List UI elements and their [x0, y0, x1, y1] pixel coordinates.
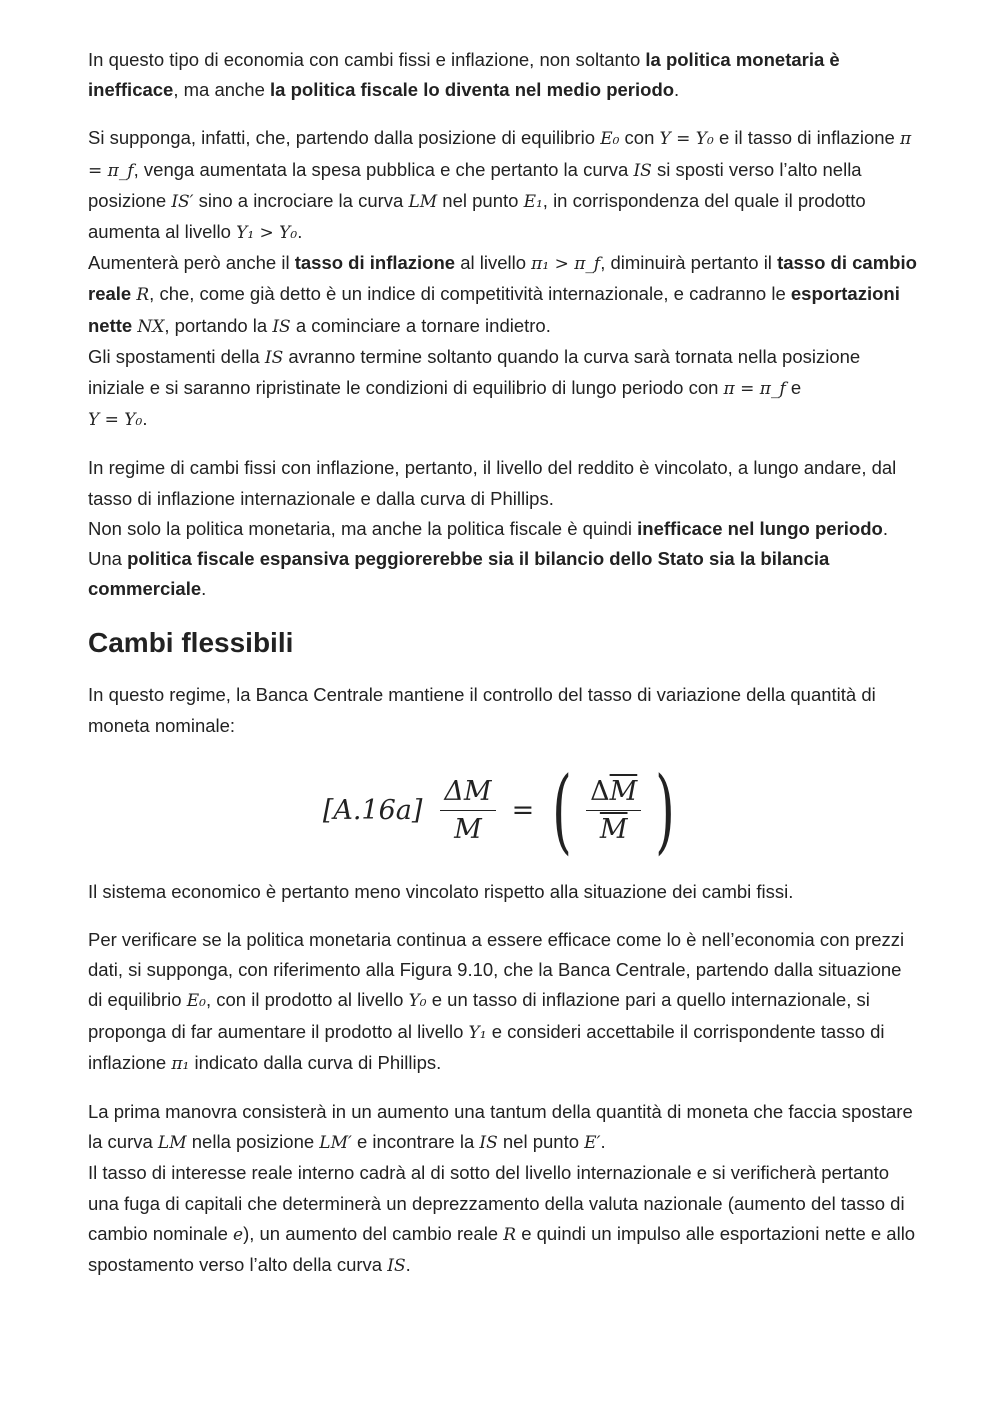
fraction-lhs [440, 776, 495, 845]
math-inline: Y = Y₀ [659, 129, 714, 150]
bold-text: la politica fiscale lo diventa nel medio periodo [270, 79, 675, 101]
fraction-rhs [586, 776, 641, 845]
math-inline: Y₁ [468, 1022, 487, 1043]
math-inline: π = π_f [88, 129, 912, 181]
bold-text: la politica monetaria è inefficace [88, 49, 840, 101]
math-inline: π = π_f [723, 379, 786, 400]
math-inline: IS [633, 160, 652, 181]
math-inline: Y = Y₀ [88, 410, 143, 431]
math-inline: E₀ [600, 129, 620, 150]
paragraph-first-maneuver: La prima manovra consisterà in un aumento una tantum della quantità di moneta che faccia spostare la curva LM nella posizione LM′ e incontrare la IS nel punto E′. Il tasso di interesse reale interno cadrà al di sotto del livello internazionale e si verificherà pertanto una fuga di capitali che determinerà un deprezzamento della valuta nazionale (aumento del tasso di cambio nominale e), un aumento del cambio reale R e quindi un impulso alle esportazioni nette e allo spostamento verso l’alto della curva IS. [88, 1101, 916, 1277]
equals-sign: = [511, 795, 535, 827]
fraction-denominator: M [599, 814, 628, 846]
bold-text: inefficace nel lungo periodo [637, 517, 883, 539]
paragraph-monetary-policy-check: Per verificare se la politica monetaria continua a essere efficace come lo è nell’economia con prezzi dati, si supponga, con riferimento alla Figura 9.10, che la Banca Centrale, partendo dalla situazione di equilibrio E₀, con il prodotto al livello Y₀ e un tasso di inflazione pari a quello internazionale, si proponga di far aumentare il prodotto al livello Y₁ e consideri accettabile il corrispondente tasso di inflazione π₁ indicato dalla curva di Phillips. [88, 929, 905, 1074]
math-inline: π₁ > π_f [531, 254, 601, 275]
left-paren: ( [552, 756, 573, 864]
section-heading: Cambi flessibili [88, 627, 294, 659]
math-inline: IS [387, 1256, 406, 1277]
math-inline: e [233, 1224, 244, 1245]
right-paren: ) [655, 756, 676, 864]
math-inline: LM [157, 1133, 187, 1154]
math-inline: IS [272, 316, 291, 337]
bold-text: tasso di inflazione [294, 252, 456, 274]
bold-text: tasso di cambio reale [88, 252, 917, 305]
math-inline: R [136, 285, 150, 306]
math-inline: E₁ [523, 191, 543, 212]
math-inline: LM [408, 191, 438, 212]
math-inline: π₁ [171, 1053, 190, 1074]
paragraph-public-spending: Si supponga, infatti, che, partendo dalla posizione di equilibrio E₀ con Y = Y₀ e il tasso di inflazione π = π_f, venga aumentata la spesa pubblica e che pertanto la curva IS si sposti verso l’alto nella posizione IS′ sino a incrociare la curva LM nel punto E₁, in corrispondenza del quale il prodotto aumenta al livello Y₁ > Y₀. Aumenterà però anche il tasso di inflazione al livello π₁ > π_f, diminuirà pertanto il tasso di cambio reale R, che, come già detto è un indice di competitività internazionale, e cadranno le esportazioni nette NX, portando la IS a cominciare a tornare indietro. Gli spostamenti della IS avranno termine soltanto quando la curva sarà tornata nella posizione iniziale e si saranno ripristinate le condizioni di equilibrio di lungo periodo con π = π_f e Y = Y₀. [88, 127, 917, 431]
paragraph-fixed-exchange-inflation: In questo tipo di economia con cambi fissi e inflazione, non soltanto la politica monetaria è inefficace, ma anche la politica fiscale lo diventa nel medio periodo. [88, 49, 840, 101]
fraction-denominator: M [454, 814, 482, 846]
math-inline: IS [264, 347, 284, 368]
math-inline: E₀ [186, 991, 206, 1012]
paragraph-less-constrained: Il sistema economico è pertanto meno vincolato rispetto alla situazione dei cambi fissi. [88, 880, 794, 902]
fraction-numerator: ΔM [440, 776, 495, 811]
fraction-numerator: $\Delta\overline{M}$ [586, 776, 641, 811]
math-inline: R [503, 1224, 517, 1245]
math-inline: LM′ [319, 1133, 352, 1154]
math-inline: E′ [584, 1133, 601, 1154]
equation-a16a [88, 756, 918, 864]
bold-text: politica fiscale espansiva peggiorerebbe sia il bilancio dello Stato sia la bilancia commerciale [88, 548, 830, 600]
paragraph-conclusion-fixed: In regime di cambi fissi con inflazione, pertanto, il livello del reddito è vincolato, a lungo andare, dal tasso di inflazione internazionale e dalla curva di Phillips. Non solo la politica monetaria, ma anche la politica fiscale è quindi inefficace nel lungo periodo. Una politica fiscale espansiva peggiorerebbe sia il bilancio dello Stato sia la bilancia commerciale. [88, 457, 897, 600]
equation-label: [A.16a] [322, 795, 423, 827]
math-inline: IS [479, 1133, 498, 1154]
math-inline: Y₁ > Y₀ [236, 223, 298, 244]
document-page [88, 45, 918, 1299]
math-inline: IS′ [171, 191, 194, 212]
math-inline: Y₀ [408, 991, 427, 1012]
bold-text: esportazioni nette [88, 283, 900, 336]
math-inline: NX [137, 316, 165, 337]
paragraph-flexible-regime: In questo regime, la Banca Centrale mantiene il controllo del tasso di variazione della quantità di moneta nominale: [88, 684, 876, 736]
